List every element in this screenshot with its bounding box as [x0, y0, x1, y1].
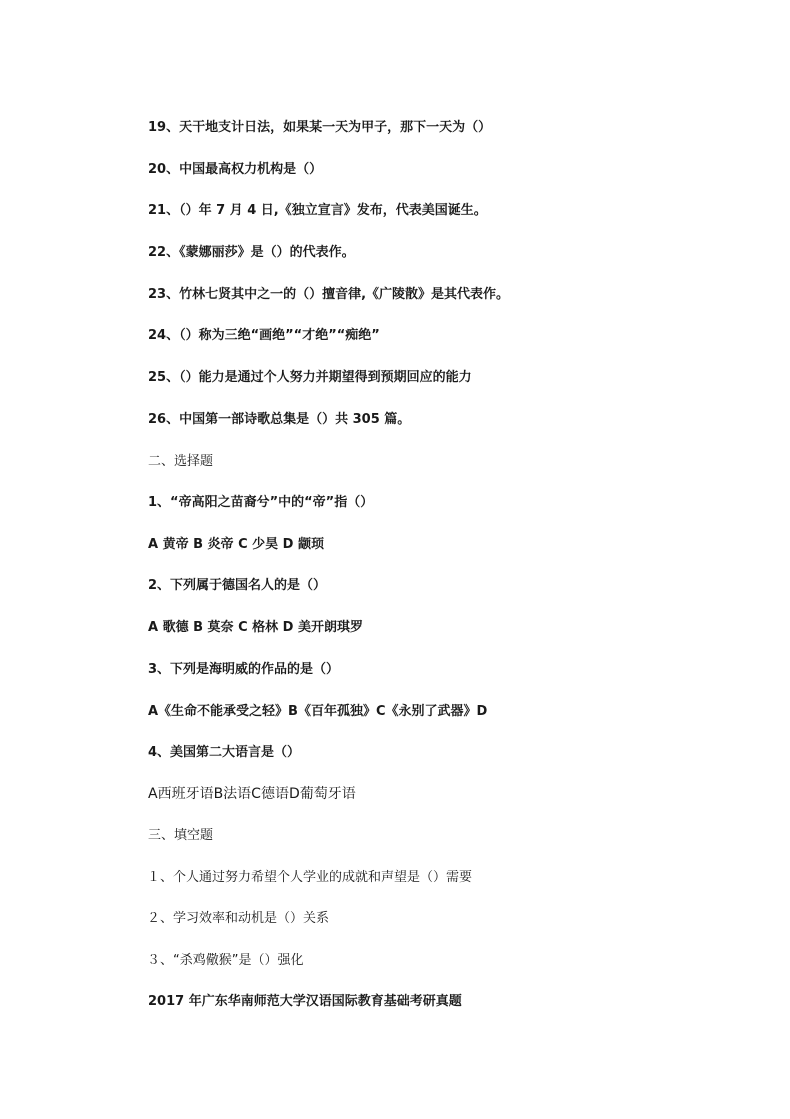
choice-options-3: A《生命不能承受之轻》B《百年孤独》C《永别了武器》D	[148, 704, 488, 719]
section-heading-choice: 二、选择题	[148, 454, 214, 469]
choice-options-2: A 歌德 B 莫奈 C 格林 D 美开朗琪罗	[148, 620, 363, 635]
choice-question-3: 3、下列是海明威的作品的是（）	[148, 662, 340, 677]
fill-question-2: ２、学习效率和动机是（）关系	[147, 911, 330, 926]
question-23: 23、竹林七贤其中之一的（）擅音律,《广陵散》是其代表作。	[148, 287, 510, 302]
choice-options-4: A西班牙语B法语C德语D葡萄牙语	[148, 786, 356, 802]
question-25: 25、（）能力是通过个人努力并期望得到预期回应的能力	[148, 370, 472, 385]
fill-question-1: １、个人通过努力希望个人学业的成就和声望是（）需要	[147, 870, 473, 885]
exam-title: 2017 年广东华南师范大学汉语国际教育基础考研真题	[148, 994, 462, 1009]
question-21: 21、（）年 7 月 4 日,《独立宣言》发布，代表美国诞生。	[148, 203, 487, 218]
question-19: 19、天干地支计日法，如果某一天为甲子，那下一天为（）	[148, 120, 492, 135]
question-26: 26、中国第一部诗歌总集是（）共 305 篇。	[148, 412, 411, 427]
choice-options-1: A 黄帝 B 炎帝 C 少昊 D 颛顼	[148, 537, 324, 552]
choice-question-2: 2、下列属于德国名人的是（）	[148, 578, 327, 593]
choice-question-4: 4、美国第二大语言是（）	[148, 745, 301, 760]
question-24: 24、（）称为三绝“画绝”“才绝”“痴绝”	[148, 328, 380, 343]
fill-question-3: ３、“杀鸡儆猴”是（）强化	[147, 953, 304, 968]
question-20: 20、中国最高权力机构是（）	[148, 162, 323, 177]
question-22: 22、《蒙娜丽莎》是（）的代表作。	[148, 245, 355, 260]
choice-question-1: 1、“帝高阳之苗裔兮”中的“帝”指（）	[148, 495, 374, 510]
section-heading-fill: 三、填空题	[148, 828, 214, 843]
